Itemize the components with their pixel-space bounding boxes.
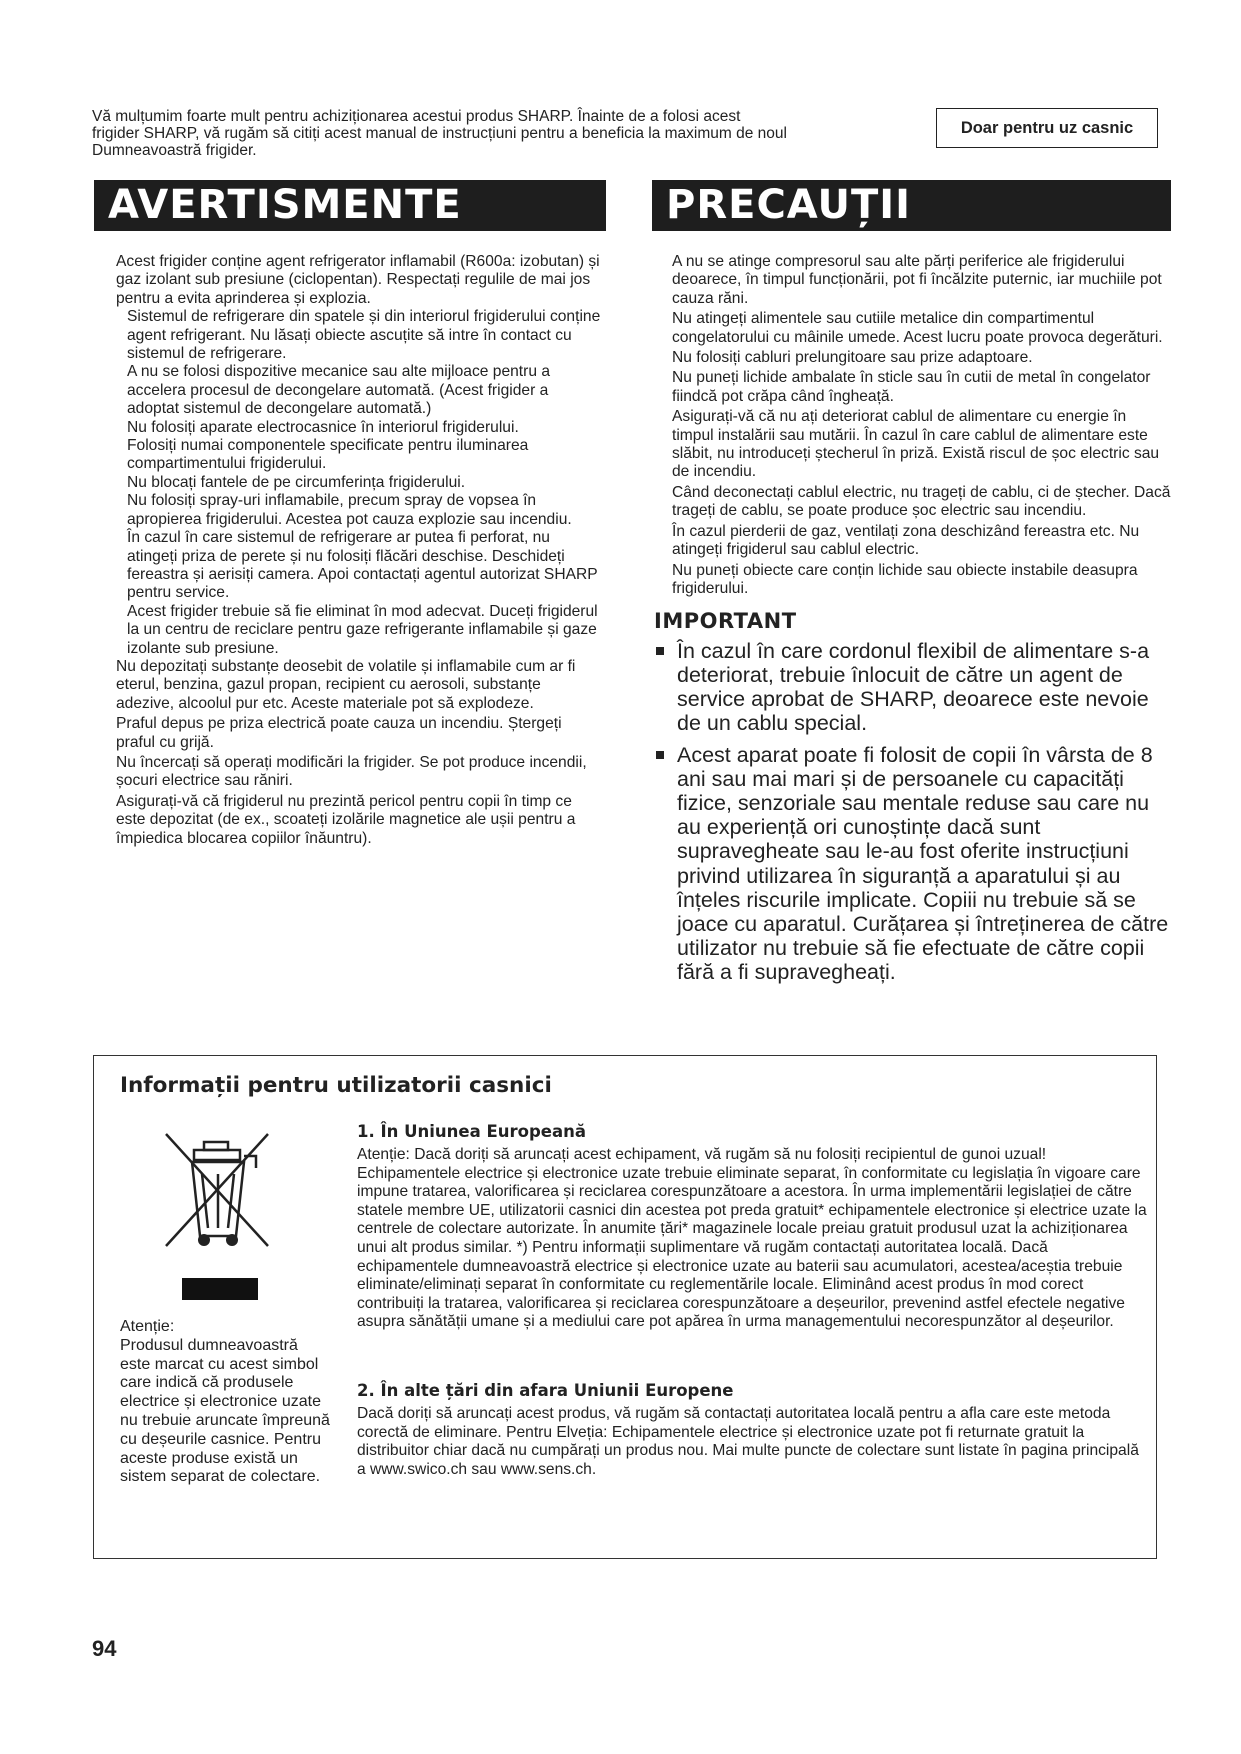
important-heading: IMPORTANT [654,609,797,634]
warning-item: Nu blocați fantele de pe circumferința frigiderului. [127,473,466,491]
intro-line: frigider SHARP, vă rugăm să citiți acest manual de instrucțiuni pentru a beneficia la maximum de noul [92,125,787,142]
section-non-eu-title: 2. În alte țări din afara Uniunii Europene [357,1381,734,1400]
precaution-item: A nu se atinge compresorul sau alte părți periferice ale frigiderului deoarece, în timpul funcționării, pot fi încălzite puternic, iar muchiile pot cauza răni. [672,253,1162,307]
warning-item: A nu se folosi dispozitive mecanice sau alte mijloace pentru a accelera procesul de decongelare automată. (Acest frigider a adoptat sistemul de decongelare automată.) [127,363,550,418]
precaution-item: Nu puneți obiecte care conțin lichide sau obiecte instabile deasupra frigiderului. [672,561,1138,597]
warning-item: Nu încercați să operați modificări la frigider. Se pot produce incendii, șocuri electrice sau răniri. [116,753,587,790]
precautions-heading: PRECAUȚII [652,180,1171,231]
precaution-item: Nu atingeți alimentele sau cutiile metalice din compartimentul congelatorului cu mâinile umede. Acest lucru poate provoca degerături. [672,310,1163,346]
intro-line: Vă mulțumim foarte mult pentru achiziționarea acestui produs SHARP. Înainte de a folosi acest [92,108,741,125]
home-use-badge: Doar pentru uz casnic [936,108,1158,148]
important-item-text: În cazul în care cordonul flexibil de alimentare s-a deteriorat, trebuie înlocuit de către un agent de service aprobat de SHARP, deoarece este nevoie de un cablu special. [677,638,1150,736]
section-non-eu-text: Dacă doriți să aruncați acest produs, vă rugăm să contactați autoritatea locală pentru a afla care este metoda corectă de eliminare. Pentru Elveția: Echipamentele electrice și electronice uzate pot fi returnate gratuit la distribuitor chiar dacă nu cumpărați un produs nou. Mai multe puncte de colectare sunt listate în pagina principală a www.swico.ch sau www.sens.ch. [357,1405,1139,1478]
caution-note [120,1318,330,1487]
warning-item: Sistemul de refrigerare din spatele și din interiorul frigiderului conține agent refrigerant. Nu lăsați obiecte ascuțite să intre în contact cu sistemul de refrigerare. [127,308,601,363]
precaution-item: Asigurați-vă că nu ați deteriorat cablul de alimentare cu energie în timpul instalării sau mutării. În cazul în care cablul de alimentare este slăbit, nu introduceți ștecherul în priză. Există riscul de șoc electric sau de incendiu. [672,408,1160,481]
warnings-heading: AVERTISMENTE [94,180,606,231]
warning-item: Nu folosiți spray-uri inflamabile, precum spray de vopsea în apropierea frigiderului. Acestea pot cauza explozie sau incendiu. [127,492,572,528]
warning-item: Praful depus pe priza electrică poate cauza un incendiu. Ștergeți praful cu grijă. [116,715,562,751]
important-item [654,639,1172,736]
important-list [654,639,1172,985]
important-item-text: Acest aparat poate fi folosit de copii în vârsta de 8 ani sau mai mari și de persoanele cu capacități fizice, senzoriale sau mentale reduse sau care nu au experiență ori cunoștințe dacă sunt supravegheate sau le-au fost oferite instrucțiuni privind utilizarea în siguranță a aparatului și au înțeles riscurile implicate. Copiii nu trebuie să se joace cu aparatul. Curățarea și întreținerea de către utilizator nu trebuie să fie efectuate de către copii fără a fi supravegheați. [677,742,1169,985]
precaution-item: În cazul pierderii de gaz, ventilați zona deschizând fereastra etc. Nu atingeți frigiderul sau cablul electric. [672,522,1140,559]
warning-item: Nu depozitați substanțe deosebit de volatile și inflamabile cum ar fi eterul, benzina, gazul propan, recipient cu aerosoli, substanțe adezive, alcoolul pur etc. Aceste materiale pot să explodeze. [116,657,576,712]
intro-paragraph [92,108,902,159]
section-eu-text: Atenție: Dacă doriți să aruncați acest echipament, vă rugăm să nu folosiți recipientul de gunoi uzual! Echipamentele electrice și electronice uzate trebuie eliminate separat, în conformitate cu legislația în vigoare care impune tratarea, valorificarea și reciclarea corespunzătoare a acestora. În urma implementării legislației de către statele membre UE, utilizatorii casnici din acestea pot preda gratuit* echipamentele electronice și electrice uzate la centrele de colectare autorizate. În anumite țări* magazinele locale preiau gratuit produsul uzat la achiziționarea unui alt produs similar. *) Pentru informații suplimentare vă rugăm contactați autoritatea locală. Dacă echipamentele dumneavoastră electrice și electronice uzate au baterii sau acumulatori, acestea/aceștia trebuie eliminate/eliminați separat în conformitate cu reglementările locale. Eliminând acest produs în mod corect contribuiți la tratarea, valorificarea și reciclarea corespunzătoare a deșeurilor, prevenind astfel efectele negative asupra sănătății umane și a mediului care pot apărea în urma managementului necorespunzător al deșeurilor. [357,1146,1147,1331]
warning-item: Acest frigider conține agent refrigerator inflamabil (R600a: izobutan) și gaz izolant sub presiune (ciclopentan). Respectați regulile de mai jos pentru a evita aprinderea și explozia. [116,253,600,307]
caution-text: Produsul dumneavoastră este marcat cu acest simbol care indică că produsele electrice și electronice uzate nu trebuie aruncate împreună cu deșeurile casnice. Pentru aceste produse există un sistem separat de colectare. [120,1336,330,1486]
warning-item: Acest frigider trebuie să fie eliminat în mod adecvat. Duceți frigiderul la un centru de reciclare pentru gaze refrigerante inflamabile și gaze izolante sub presiune. [127,602,598,657]
warnings-list [116,253,602,848]
intro-line: Dumneavoastră frigider. [92,142,257,159]
bullet-square-icon [656,647,664,655]
precaution-item: Când deconectați cablul electric, nu trageți de cablu, ci de ștecher. Dacă trageți de cablu, se poate produce șoc electric sau incendiu. [672,483,1171,520]
warning-item: Folosiți numai componentele specificate pentru iluminarea compartimentului frigiderului. [127,437,529,473]
warning-item: În cazul în care sistemul de refrigerare ar putea fi perforat, nu atingeți priza de perete și nu folosiți flăcări deschise. Deschideți fereastra și aerisiți camera. Apoi contactați agentul autorizat SHARP pentru service. [127,529,598,602]
warning-item: Nu folosiți aparate electrocasnice în interiorul frigiderului. [127,418,519,436]
warning-item: Asigurați-vă că frigiderul nu prezintă pericol pentru copii în timp ce este depozitat (de ex., scoateți izolările magnetice ale ușii pentru a împiedica blocarea copiilor înăuntru). [116,792,576,847]
precaution-item: Nu puneți lichide ambalate în sticle sau în cutii de metal în congelator fiindcă pot crăpa când îngheață. [672,369,1151,405]
section-eu-title: 1. În Uniunea Europeană [357,1122,586,1141]
important-item [654,743,1172,985]
crossed-out-wheelie-bin-icon [160,1128,280,1308]
info-box-title: Informații pentru utilizatorii casnici [120,1073,552,1098]
precautions-list [654,253,1172,992]
page-number: 94 [92,1636,117,1661]
precaution-item: Nu folosiți cabluri prelungitoare sau prize adaptoare. [672,349,1033,367]
bullet-square-icon [656,751,664,759]
caution-label: Atenție: [120,1318,175,1335]
